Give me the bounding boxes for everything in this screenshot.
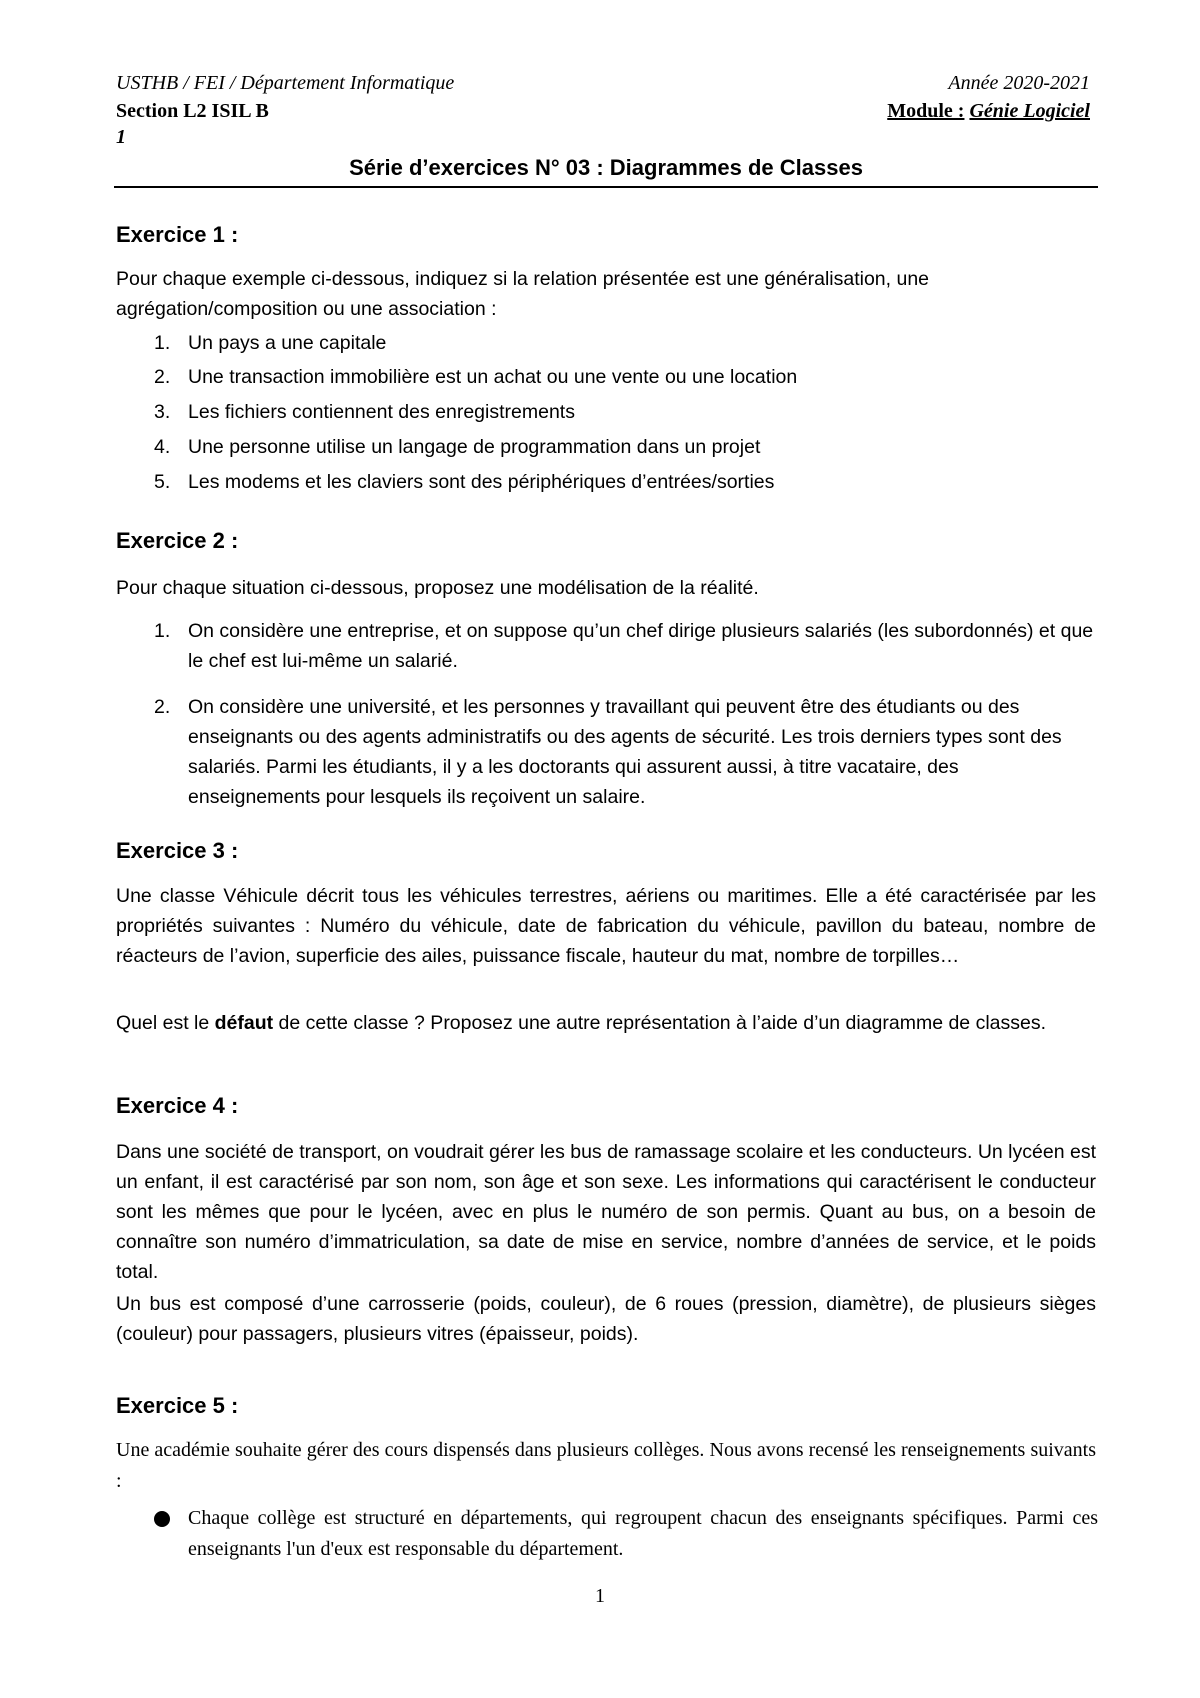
ex1-item-num: 4. <box>154 436 171 458</box>
ex1-item <box>154 362 1094 392</box>
header-institution: USTHB / FEI / Département Informatique <box>116 72 455 94</box>
ex3-para: Une classe Véhicule décrit tous les véhicules terrestres, aériens ou maritimes. Elle a été caractérisée par les propriétés suivantes : Numéro du véhicule, date de fabrication du véhicule, pavillon du bateau, nombre de réacteurs de l’avion, superficie des ailes, puissance fiscale, hauteur du mat, nombre de torpilles… <box>116 885 1096 967</box>
ex2-item-num: 1. <box>154 620 171 642</box>
ex1-item-text: Les fichiers contiennent des enregistrements <box>188 401 575 423</box>
ex1-item-text: Une personne utilise un langage de programmation dans un projet <box>188 436 761 458</box>
ex1-item-num: 1. <box>154 332 171 354</box>
ex1-item-text: Un pays a une capitale <box>188 332 387 354</box>
ex2-intro: Pour chaque situation ci-dessous, proposez une modélisation de la réalité. <box>116 577 759 599</box>
header-section: Section L2 ISIL B <box>116 100 269 122</box>
ex1-item <box>154 328 1094 358</box>
ex2-item-text: On considère une entreprise, et on suppose qu’un chef dirige plusieurs salariés (les subordonnés) et que le chef est lui-même un salarié. <box>188 620 1094 672</box>
header-module <box>887 100 1090 123</box>
ex1-item-num: 2. <box>154 366 171 388</box>
ex3-question-bold: défaut <box>214 1012 274 1034</box>
ex3-question-after: de cette classe ? Proposez une autre représentation à l’aide d’un diagramme de classes. <box>273 1012 1047 1034</box>
header-module-value: Génie Logiciel <box>969 100 1090 122</box>
ex1-item-text: Une transaction immobilière est un achat ou une vente ou une location <box>188 366 798 388</box>
ex3-title: Exercice 3 : <box>116 838 239 863</box>
page-number: 1 <box>595 1585 605 1607</box>
ex1-title: Exercice 1 : <box>116 222 239 247</box>
ex4-title: Exercice 4 : <box>116 1093 239 1118</box>
header-year: Année 2020-2021 <box>948 72 1090 94</box>
header-module-label: Module : <box>887 100 965 122</box>
ex1-item <box>154 467 1094 497</box>
ex2-item <box>154 692 1094 812</box>
ex2-title: Exercice 2 : <box>116 528 239 553</box>
ex2-item <box>154 616 1094 676</box>
ex3-question <box>116 1008 1096 1038</box>
ex5-title: Exercice 5 : <box>116 1393 239 1418</box>
page-title: Série d’exercices N° 03 : Diagrammes de Classes <box>349 155 863 180</box>
ex4-para: Un bus est composé d’une carrosserie (poids, couleur), de 6 roues (pression, diamètre), de plusieurs sièges (couleur) pour passagers, plusieurs vitres (épaisseur, poids). <box>116 1293 1096 1345</box>
ex3-question-before: Quel est le <box>116 1012 215 1034</box>
ex4-para: Dans une société de transport, on voudrait gérer les bus de ramassage scolaire et les conducteurs. Un lycéen est un enfant, il est caractérisé par son nom, son âge et son sexe. Les informations qui caractérisent le conducteur sont les mêmes que pour le lycéen, avec en plus le numéro de son permis. Quant au bus, on a besoin de connaître son numéro d’immatriculation, sa date de mise en service, nombre d’années de service, et le poids total. <box>116 1141 1096 1283</box>
title-rule <box>114 186 1098 188</box>
ex2-item-num: 2. <box>154 696 171 718</box>
ex5-bullet-text: Chaque collège est structuré en départements, qui regroupent chacun des enseignants spécifiques. Parmi ces enseignants l'un d'eux est responsable du département. <box>188 1507 1098 1560</box>
ex1-item-num: 5. <box>154 471 171 493</box>
ex1-item <box>154 397 1094 427</box>
header-group: 1 <box>116 126 126 148</box>
ex5-intro: Une académie souhaite gérer des cours dispensés dans plusieurs collèges. Nous avons recensé les renseignements suivants : <box>116 1439 1096 1492</box>
ex2-item-text: On considère une université, et les personnes y travaillant qui peuvent être des étudiants ou des enseignants ou des agents administratifs ou des agents de sécurité. Les trois derniers types sont des salariés. Parmi les étudiants, il y a les doctorants qui assurent aussi, à titre vacataire, des enseignements pour lesquels ils reçoivent un salaire. <box>188 696 1062 808</box>
bullet-dot-icon <box>154 1511 170 1527</box>
ex1-item-num: 3. <box>154 401 171 423</box>
ex1-item-text: Les modems et les claviers sont des périphériques d’entrées/sorties <box>188 471 775 493</box>
ex1-intro: Pour chaque exemple ci-dessous, indiquez si la relation présentée est une généralisation, une agrégation/composition ou une association : <box>116 268 930 320</box>
ex1-item <box>154 432 1094 462</box>
ex5-bullet-item <box>154 1503 1098 1565</box>
